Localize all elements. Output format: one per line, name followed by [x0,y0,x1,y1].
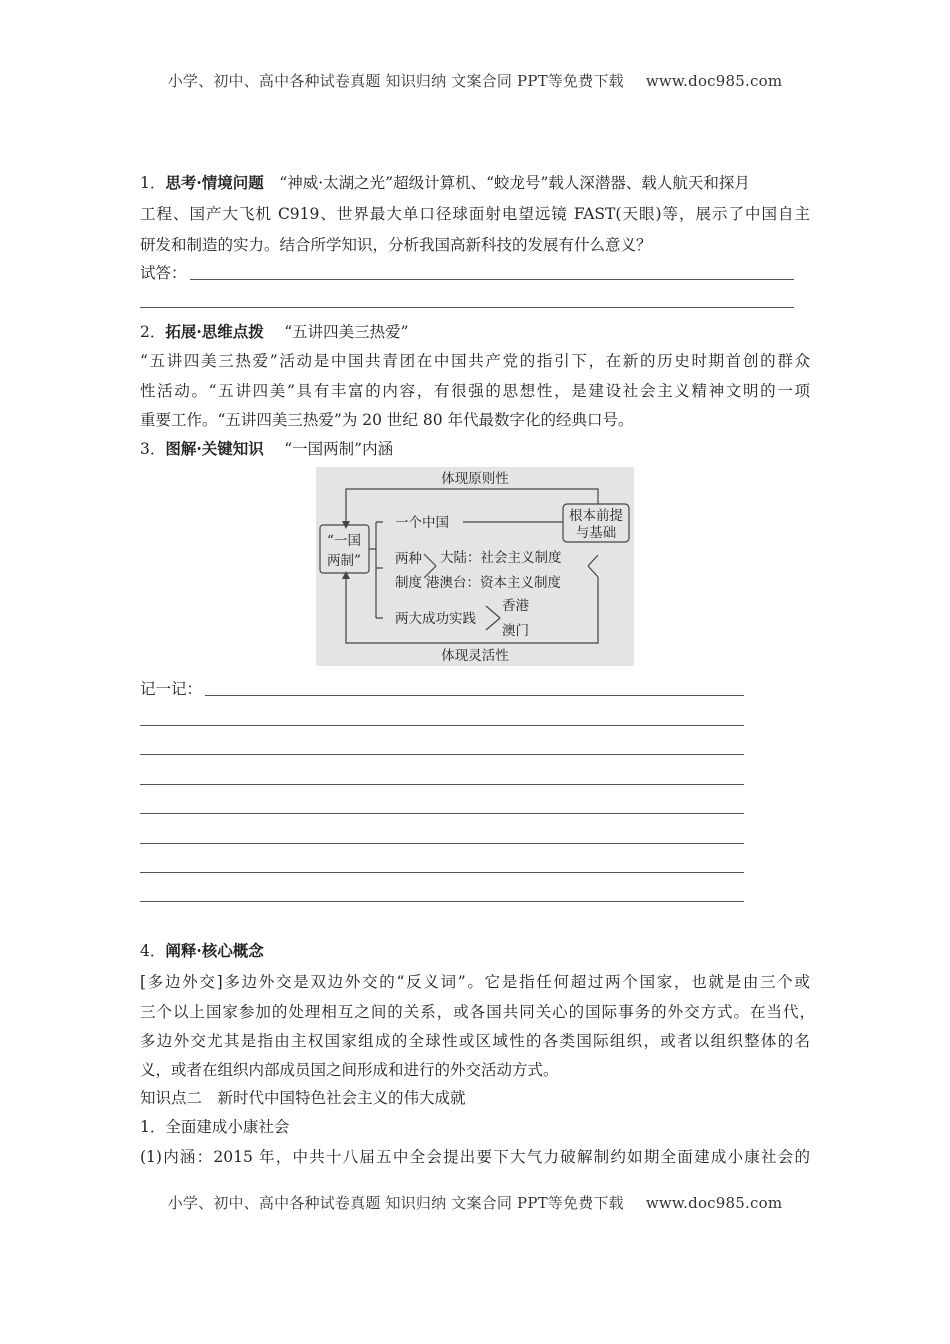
two-systems-label-2: 制度 [395,575,422,591]
section2-item1-line1: (1)内涵：2015 年，中共十八届五中全会提出要下大气力破解制约如期全面建成小康社会的 [140,1148,810,1166]
hongkong-label: 香港 [502,598,529,614]
hk-macao-taiwan-label: 港澳台：资本主义制度 [426,575,561,591]
q2-number: 2． [140,323,166,341]
header-url[interactable]: www.doc985.com [645,72,783,90]
practice-label: 两大成功实践 [395,611,476,627]
mainland-label: 大陆：社会主义制度 [440,550,562,566]
q4-line-3: 多边外交尤其是指由主权国家组成的全球性或区域性的各类国际组织，或者以组织整体的名 [140,1032,810,1050]
q4-line-2: 三个以上国家参加的处理相互之间的关系，或各国共同关心的国际事务的外交方式。在当代， [140,1003,815,1021]
q1-line-2: 工程、国产大飞机 C919、世界最大单口径球面射电望远镜 FAST(天眼)等，展示了中国自主 [140,205,810,223]
header-text: 小学、初中、高中各种试卷真题 知识归纳 文案合同 PPT等免费下载 [167,72,624,90]
q2-line-2: 性活动。“五讲四美”具有丰富的内容，有很强的思想性，是建设社会主义精神文明的一项 [140,382,810,400]
core-label-1: “一国 [327,533,361,549]
q3-heading [140,439,820,459]
note-blank-8[interactable] [140,901,744,902]
q2-line-3: 重要工作。“五讲四美三热爱”为 20 世纪 80 年代最数字化的经典口号。 [140,411,634,429]
q3-subtitle: “一国两制”内涵 [284,440,394,458]
q1-line-1 [140,173,820,193]
one-china-label: 一个中国 [395,515,449,531]
section2-item1: 1．全面建成小康社会 [140,1118,290,1136]
q3-note-label: 记一记： [140,680,203,698]
q3-number: 3． [140,440,166,458]
core-branch [369,522,383,618]
note-blank-2[interactable] [140,725,744,726]
q1-answer-blank-1[interactable] [190,279,794,280]
systems-arrow [588,555,598,577]
practice-fork [486,606,500,630]
footer-text: 小学、初中、高中各种试卷真题 知识归纳 文案合同 PPT等免费下载 [167,1194,624,1212]
note-blank-3[interactable] [140,754,744,755]
page-footer [0,1192,950,1213]
q3-title: 图解·关键知识 [165,439,264,458]
note-blank-5[interactable] [140,813,744,814]
page-header [0,70,950,91]
q1-number: 1． [140,174,166,192]
note-blank-6[interactable] [140,843,744,844]
q4-heading [140,941,820,961]
section2-title: 知识点二 新时代中国特色社会主义的伟大成就 [140,1089,466,1107]
up-arrow-icon [342,571,350,579]
note-blank-1[interactable] [205,695,744,696]
premise-label-1: 根本前提 [569,508,623,524]
q2-heading [140,322,820,342]
q1-line-3: 研发和制造的实力。结合所学知识，分析我国高新科技的发展有什么意义？ [140,236,652,254]
one-country-two-systems-diagram [316,467,634,666]
q2-subtitle: “五讲四美三热爱” [284,323,409,341]
footer-url[interactable]: www.doc985.com [645,1194,783,1212]
core-label-2: 两制” [327,553,361,569]
note-blank-4[interactable] [140,784,744,785]
q1-text-1: “神威·太湖之光”超级计算机、“蛟龙号”载人深潜器、载人航天和探月 [279,174,750,192]
note-blank-7[interactable] [140,872,744,873]
top-connector [346,489,598,525]
q4-number: 4． [140,942,166,960]
q1-answer-blank-2[interactable] [140,307,794,308]
q2-title: 拓展·思维点拨 [165,322,264,341]
q1-title: 思考·情境问题 [165,173,264,192]
bottom-label: 体现灵活性 [441,648,509,664]
q4-line-1: [多边外交]多边外交是双边外交的“反义词”。它是指任何超过两个国家，也就是由三个或 [140,973,810,991]
q4-line-4: 义，或者在组织内部成员国之间形成和进行的外交活动方式。 [140,1061,559,1079]
premise-label-2: 与基础 [575,525,617,541]
q4-title: 阐释·核心概念 [165,941,264,960]
two-systems-label-1: 两种 [395,551,422,567]
q1-answer-label: 试答： [140,264,187,282]
q2-line-1: “五讲四美三热爱”活动是中国共青团在中国共产党的指引下，在新的历史时期首创的群众 [140,352,810,370]
top-label: 体现原则性 [441,471,509,487]
macao-label: 澳门 [502,623,529,639]
